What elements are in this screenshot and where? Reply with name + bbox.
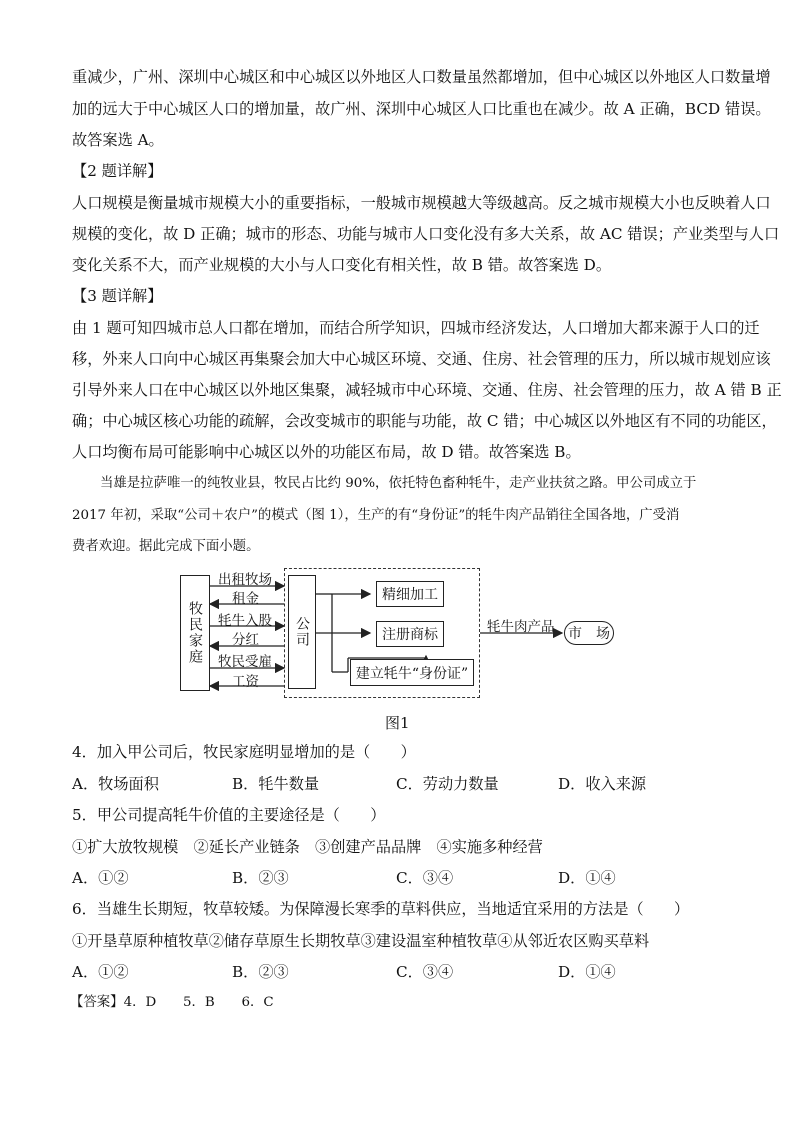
process-box: 注册商标: [376, 621, 444, 647]
flow-label: 分红: [232, 632, 259, 648]
flow-label: 牧民受雇: [218, 654, 272, 670]
company-box: 公司: [288, 575, 316, 689]
question-stem: 6．当雄生长期短，牧草较矮。为保障漫长寒季的草料供应，当地适宜采用的方法是（ ）: [72, 900, 690, 918]
choice-a: A．牧场面积: [72, 775, 159, 793]
choice-d: D．收入来源: [558, 775, 647, 793]
analysis-line: 故答案选 A。: [72, 131, 164, 149]
analysis-line: 引导外来人口在中心城区以外地区集聚，减轻城市中心环境、交通、住房、社会管理的压力，故 A 错 B 正: [72, 381, 782, 399]
choice-b: B．牦牛数量: [232, 775, 320, 793]
choice-d: D．①④: [558, 963, 616, 981]
analysis-line: 由 1 题可知四城市总人口都在增加，而结合所学知识，四城市经济发达，人口增加大都来源于人口的迁: [72, 319, 760, 337]
question-options: ①开垦草原种植牧草②储存草原生长期牧草③建设温室种植牧草④从邻近农区购买草料: [72, 932, 650, 950]
analysis-line: 规模的变化，故 D 正确；城市的形态、功能与城市人口变化没有多大关系，故 AC 错误；产业类型与人口: [72, 225, 780, 243]
choice-a: A．①②: [72, 963, 129, 981]
passage-line: 当雄是拉萨唯一的纯牧业县，牧民占比约 90%，依托特色畜种牦牛，走产业扶贫之路。甲公司成立于: [100, 476, 697, 491]
q3-header: 【3 题详解】: [72, 287, 163, 305]
flow-label: 租金: [232, 591, 259, 607]
flow-label: 工资: [232, 674, 259, 690]
passage-line: 2017 年初，采取“公司＋农户”的模式（图 1），生产的有“身份证”的牦牛肉产品销往全国各地，广受消: [72, 508, 680, 523]
choice-c: C．③④: [396, 869, 454, 887]
process-box: 精细加工: [376, 581, 444, 607]
answer-label: 【答案】: [70, 995, 124, 1010]
analysis-line: 人口均衡布局可能影响中心城区以外的功能区布局，故 D 错。故答案选 B。: [72, 443, 581, 461]
analysis-line: 变化关系不大，而产业规模的大小与人口变化有相关性，故 B 错。故答案选 D。: [72, 256, 612, 274]
answer-line: [70, 993, 274, 1013]
figure-caption: 图1: [385, 714, 410, 732]
choice-c: C．③④: [396, 963, 454, 981]
analysis-line: 重减少，广州、深圳中心城区和中心城区以外地区人口数量虽然都增加，但中心城区以外地区人口数量增: [72, 68, 771, 86]
herder-family-box: 牧民家庭: [180, 575, 210, 691]
flow-label: 牦牛入股: [218, 613, 272, 629]
choice-d: D．①④: [558, 869, 616, 887]
flow-label: 出租牧场: [218, 572, 272, 588]
choice-b: B．②③: [232, 869, 289, 887]
question-stem: 4．加入甲公司后，牧民家庭明显增加的是（ ）: [72, 743, 416, 761]
analysis-line: 移，外来人口向中心城区再集聚会加大中心城区环境、交通、住房、社会管理的压力，所以城市规划应该: [72, 350, 771, 368]
choice-c: C．劳动力数量: [396, 775, 499, 793]
figure-1-diagram: [180, 566, 616, 698]
choice-b: B．②③: [232, 963, 289, 981]
passage-line: 费者欢迎。据此完成下面小题。: [72, 539, 260, 554]
analysis-line: 人口规模是衡量城市规模大小的重要指标，一般城市规模越大等级越高。反之城市规模大小也反映着人口: [72, 194, 771, 212]
question-stem: 5．甲公司提高牦牛价值的主要途径是（ ）: [72, 806, 386, 824]
question-options: ①扩大放牧规模 ②延长产业链条 ③创建产品品牌 ④实施多种经营: [72, 838, 543, 856]
product-label: 牦牛肉产品: [487, 619, 555, 635]
answer-text: 4．D 5．B 6．C: [123, 995, 274, 1010]
market-box: 市 场: [564, 621, 614, 645]
process-box: 建立牦牛“身份证”: [350, 659, 474, 686]
choice-a: A．①②: [72, 869, 129, 887]
q2-header: 【2 题详解】: [72, 162, 163, 180]
analysis-line: 确；中心城区核心功能的疏解，会改变城市的职能与功能，故 C 错；中心城区以外地区有不同的功能区，: [72, 412, 777, 430]
analysis-line: 加的远大于中心城区人口的增加量，故广州、深圳中心城区人口比重也在减少。故 A 正确，BCD 错误。: [72, 100, 771, 118]
